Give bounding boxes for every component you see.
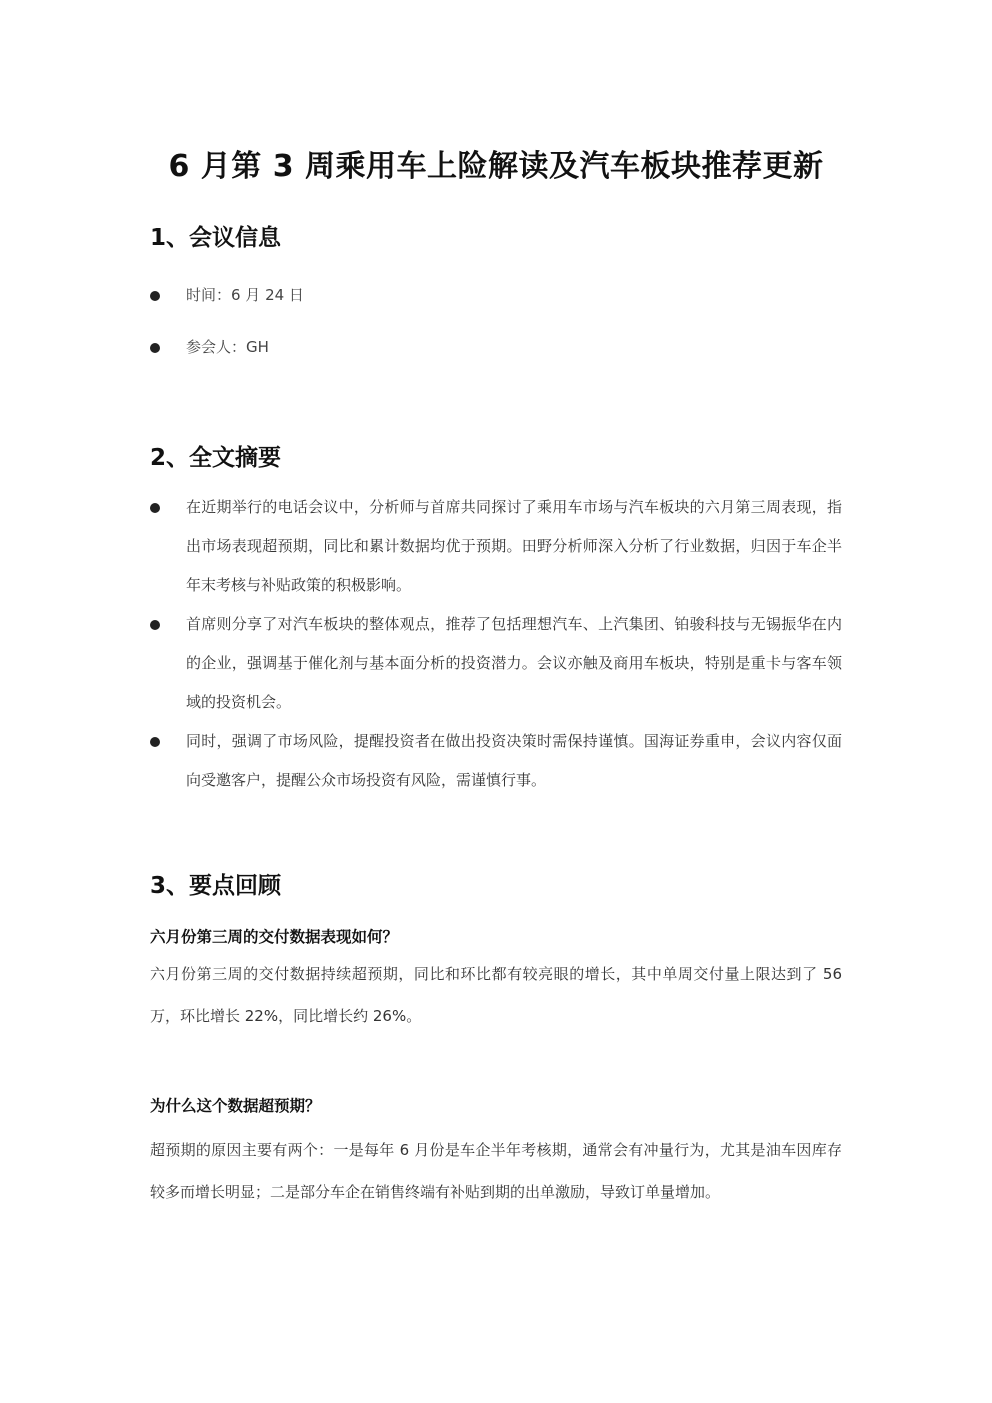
list-item <box>150 605 842 722</box>
meeting-time: 时间：6 月 24 日 <box>186 286 304 304</box>
bullet-icon <box>150 620 160 630</box>
summary-paragraph: 同时，强调了市场风险，提醒投资者在做出投资决策时需保持谨慎。国海证券重申，会议内容仅面向受邀客户，提醒公众市场投资有风险，需谨慎行事。 <box>186 732 842 789</box>
summary-paragraph: 首席则分享了对汽车板块的整体观点，推荐了包括理想汽车、上汽集团、铂骏科技与无锡振华在内的企业，强调基于催化剂与基本面分析的投资潜力。会议亦触及商用车板块，特别是重卡与客车领域的投资机会。 <box>186 615 842 711</box>
question-heading: 六月份第三周的交付数据表现如何？ <box>150 928 399 946</box>
section-heading-summary: 2、全文摘要 <box>150 445 282 471</box>
question-heading: 为什么这个数据超预期？ <box>150 1097 321 1115</box>
list-item <box>150 488 842 605</box>
document-title: 6 月第 3 周乘用车上险解读及汽车板块推荐更新 <box>168 149 824 184</box>
bullet-icon <box>150 291 160 301</box>
section-heading-meeting-info: 1、会议信息 <box>150 225 282 251</box>
bullet-icon <box>150 343 160 353</box>
bullet-icon <box>150 503 160 513</box>
list-item <box>150 335 842 361</box>
answer-paragraph: 六月份第三周的交付数据持续超预期，同比和环比都有较亮眼的增长，其中单周交付量上限达到了 56 万，环比增长 22%，同比增长约 26%。 <box>150 965 842 1025</box>
list-item <box>150 283 842 309</box>
section-heading-key-points: 3、要点回顾 <box>150 873 282 899</box>
list-item <box>150 722 842 800</box>
meeting-attendees: 参会人：GH <box>186 338 269 356</box>
bullet-icon <box>150 737 160 747</box>
summary-paragraph: 在近期举行的电话会议中，分析师与首席共同探讨了乘用车市场与汽车板块的六月第三周表现，指出市场表现超预期，同比和累计数据均优于预期。田野分析师深入分析了行业数据，归因于车企半年末考核与补贴政策的积极影响。 <box>186 498 842 594</box>
answer-paragraph: 超预期的原因主要有两个：一是每年 6 月份是车企半年考核期，通常会有冲量行为，尤其是油车因库存较多而增长明显；二是部分车企在销售终端有补贴到期的出单激励，导致订单量增加。 <box>150 1141 842 1201</box>
